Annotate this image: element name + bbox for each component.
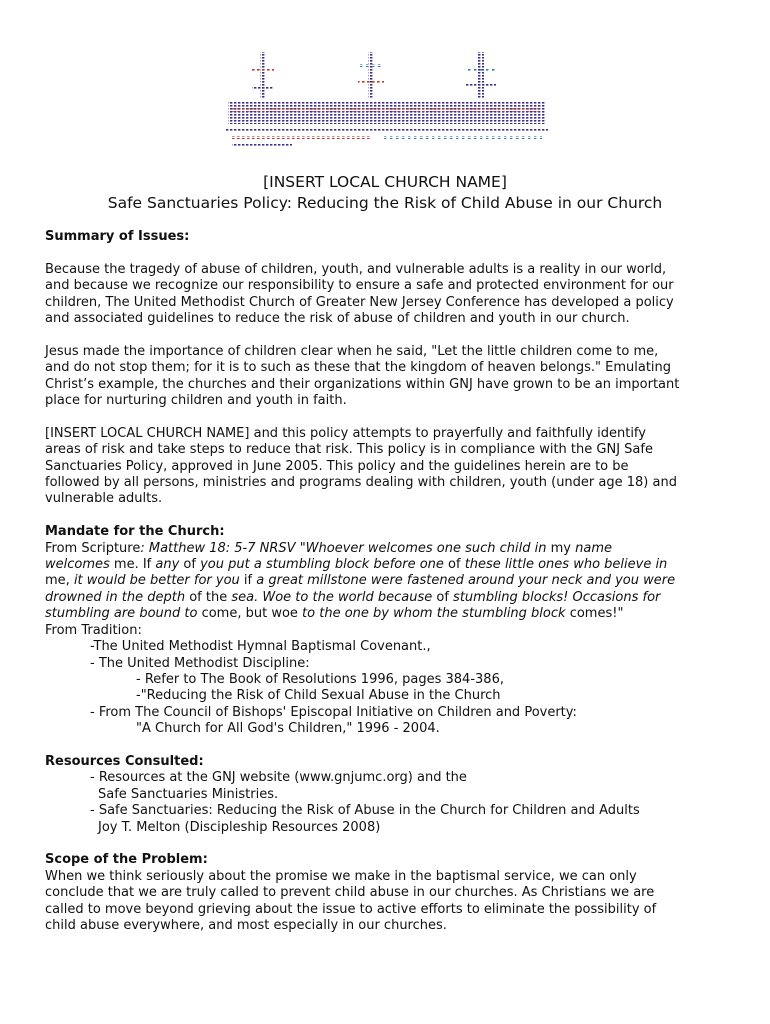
- summary-p3-line: vulnerable adults.: [45, 491, 163, 507]
- summary-p3-line: areas of risk and take steps to reduce that risk. This policy is in compliance with the GNJ Safe: [45, 442, 653, 458]
- scripture-line: me, it would be better for you if a great millstone were fastened around your neck and you were: [45, 573, 676, 589]
- scope-line: When we think seriously about the promise we make in the baptismal service, we can only: [45, 868, 637, 884]
- scripture-line: drowned in the depth of the sea. Woe to the world because of stumbling blocks! Occasions for: [45, 589, 661, 605]
- scope-line: called to move beyond grieving about the issue to active efforts to eliminate the possibility of: [45, 901, 657, 917]
- mandate-heading: Mandate for the Church:: [45, 524, 225, 540]
- resource-item-cont: Joy T. Melton (Discipleship Resources 2008): [98, 819, 381, 835]
- resource-item-cont: Safe Sanctuaries Ministries.: [98, 786, 279, 802]
- summary-p2-line: Christ’s example, the churches and their organizations within GNJ have grown to be an important: [45, 376, 680, 392]
- summary-p1-line: and because we recognize our responsibility to ensure a safe and protected environment for our: [45, 278, 674, 294]
- summary-p3-line: followed by all persons, ministries and programs dealing with children, youth (under age 18) and: [45, 475, 677, 491]
- scope-line: child abuse everywhere, and most especially in our churches.: [45, 917, 447, 933]
- summary-p1-line: children, The United Methodist Church of Greater New Jersey Conference has developed a policy: [45, 294, 674, 310]
- resources-heading: Resources Consulted:: [45, 753, 204, 769]
- summary-heading: Summary of Issues:: [45, 229, 190, 244]
- summary-p3-line: Sanctuaries Policy, approved in June 2005. This policy and the guidelines herein are to be: [45, 458, 629, 474]
- tradition-item: - The United Methodist Discipline:: [90, 655, 310, 671]
- dotted-letterhead-logo: [222, 48, 552, 156]
- summary-p2-line: place for nurturing children and youth in faith.: [45, 393, 347, 409]
- summary-p2-line: Jesus made the importance of children clear when he said, "Let the little children come to me,: [45, 343, 659, 359]
- policy-subtitle: Safe Sanctuaries Policy: Reducing the Risk of Child Abuse in our Church: [107, 194, 663, 212]
- scripture-line: stumbling are bound to come, but woe to the one by whom the stumbling block comes!": [45, 606, 624, 622]
- scope-heading: Scope of the Problem:: [45, 852, 208, 868]
- scripture-line: welcomes me. If any of you put a stumbling block before one of these little ones who believe in: [45, 557, 668, 573]
- resource-item: - Resources at the GNJ website (www.gnjumc.org) and the: [90, 770, 467, 786]
- church-name-title: [INSERT LOCAL CHURCH NAME]: [263, 173, 507, 191]
- tradition-item: -The United Methodist Hymnal Baptismal Covenant.,: [90, 639, 431, 655]
- document-body: [45, 229, 735, 934]
- tradition-subitem: "A Church for All God's Children," 1996 - 2004.: [136, 721, 440, 737]
- tradition-subitem: - Refer to The Book of Resolutions 1996, pages 384-386,: [136, 671, 504, 687]
- tradition-item: - From The Council of Bishops' Episcopal Initiative on Children and Poverty:: [90, 704, 577, 720]
- summary-p1-line: and associated guidelines to reduce the risk of abuse of children and youth in our church.: [45, 311, 630, 327]
- summary-p3-line: [INSERT LOCAL CHURCH NAME] and this policy attempts to prayerfully and faithfully identify: [45, 425, 646, 441]
- tradition-subitem: -"Reducing the Risk of Child Sexual Abuse in the Church: [136, 688, 501, 704]
- tradition-label: From Tradition:: [45, 622, 142, 638]
- scope-line: conclude that we are truly called to prevent child abuse in our churches. As Christians we are: [45, 885, 655, 901]
- resource-item: - Safe Sanctuaries: Reducing the Risk of Abuse in the Church for Children and Adults: [90, 803, 640, 819]
- scripture-line: From Scripture: Matthew 18: 5-7 NRSV "Whoever welcomes one such child in my name: [45, 540, 612, 556]
- summary-p1-line: Because the tragedy of abuse of children, youth, and vulnerable adults is a reality in our world,: [45, 261, 667, 277]
- summary-p2-line: and do not stop them; for it is to such as these that the kingdom of heaven belongs." Emulating: [45, 360, 672, 376]
